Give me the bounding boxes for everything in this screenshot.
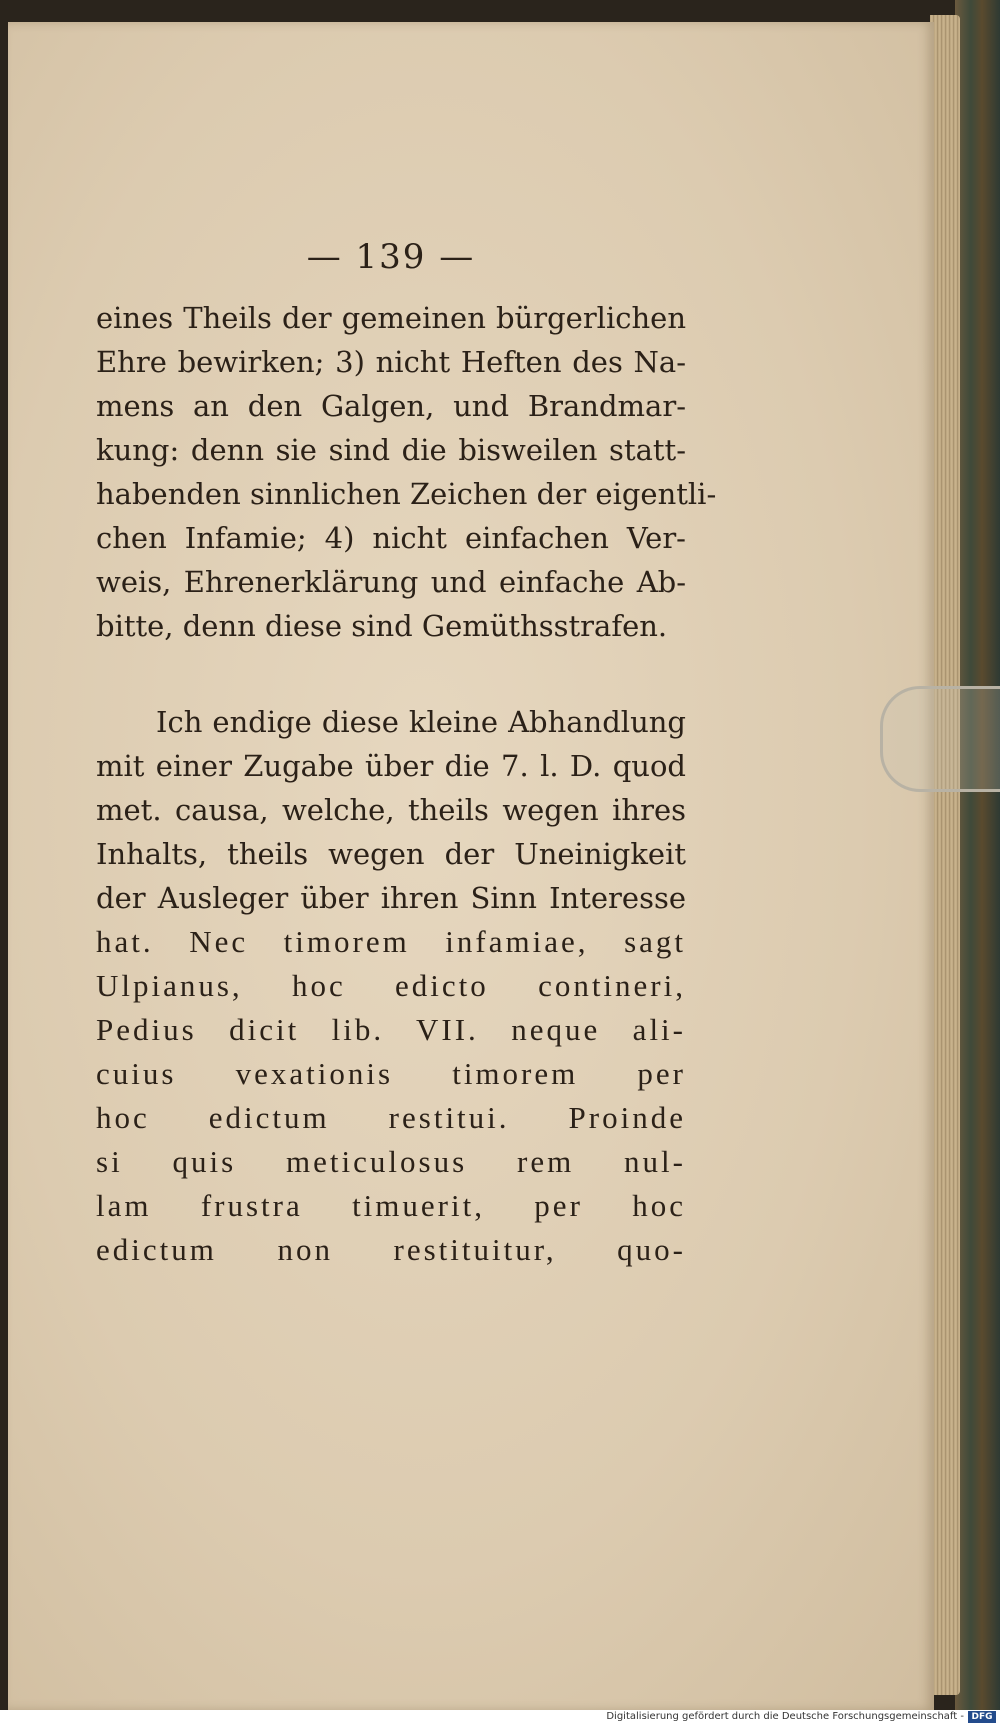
text-line: Pedius dicit lib. VII. neque ali- bbox=[96, 1012, 686, 1047]
text-line: der Ausleger über ihren Sinn Interesse bbox=[96, 881, 686, 915]
text-line: mit einer Zugabe über die 7. l. D. quod bbox=[96, 749, 686, 783]
text-line: bitte, denn diese sind Gemüthsstrafen. bbox=[96, 609, 668, 643]
text-line: edictum non restituitur, quo- bbox=[96, 1232, 686, 1267]
text-line: Ehre bewirken; 3) nicht Heften des Na- bbox=[96, 345, 686, 379]
text-line: Ich endige diese kleine Abhandlung bbox=[156, 705, 686, 739]
dfg-logo: DFG bbox=[968, 1711, 996, 1723]
text-line: lam frustra timuerit, per hoc bbox=[96, 1188, 686, 1223]
text-line: eines Theils der gemeinen bürgerlichen bbox=[96, 301, 686, 335]
text-line: hoc edictum restitui. Proinde bbox=[96, 1100, 686, 1135]
text-line: habenden sinnlichen Zeichen der eigentli- bbox=[96, 477, 717, 511]
text-line: kung: denn sie sind die bisweilen statt- bbox=[96, 433, 686, 467]
page-number: — 139 — bbox=[306, 237, 476, 277]
text-line: cuius vexationis timorem per bbox=[96, 1056, 686, 1091]
text-line: Inhalts, theils wegen der Uneinigkeit bbox=[96, 837, 686, 871]
text-line: mens an den Galgen, und Brandmar- bbox=[96, 389, 686, 423]
page-stack-edge bbox=[930, 15, 960, 1695]
page-text bbox=[96, 232, 717, 1272]
digitization-credit: Digitalisierung gefördert durch die Deutsche Forschungsgemeinschaft - bbox=[606, 1711, 964, 1722]
paragraph-1 bbox=[96, 296, 717, 648]
footer-bar bbox=[0, 1710, 1000, 1724]
text-line: met. causa, welche, theils wegen ihres bbox=[96, 793, 686, 827]
paragraph-2 bbox=[96, 700, 686, 1272]
text-line: weis, Ehrenerklärung und einfache Ab- bbox=[96, 565, 686, 599]
page-clip bbox=[880, 686, 1000, 792]
book-cover-edge bbox=[955, 0, 1000, 1715]
text-line: Ulpianus, hoc edicto contineri, bbox=[96, 968, 686, 1003]
text-line: chen Infamie; 4) nicht einfachen Ver- bbox=[96, 521, 686, 555]
text-line: hat. Nec timorem infamiae, sagt bbox=[96, 924, 686, 959]
text-line: si quis meticulosus rem nul- bbox=[96, 1144, 686, 1179]
